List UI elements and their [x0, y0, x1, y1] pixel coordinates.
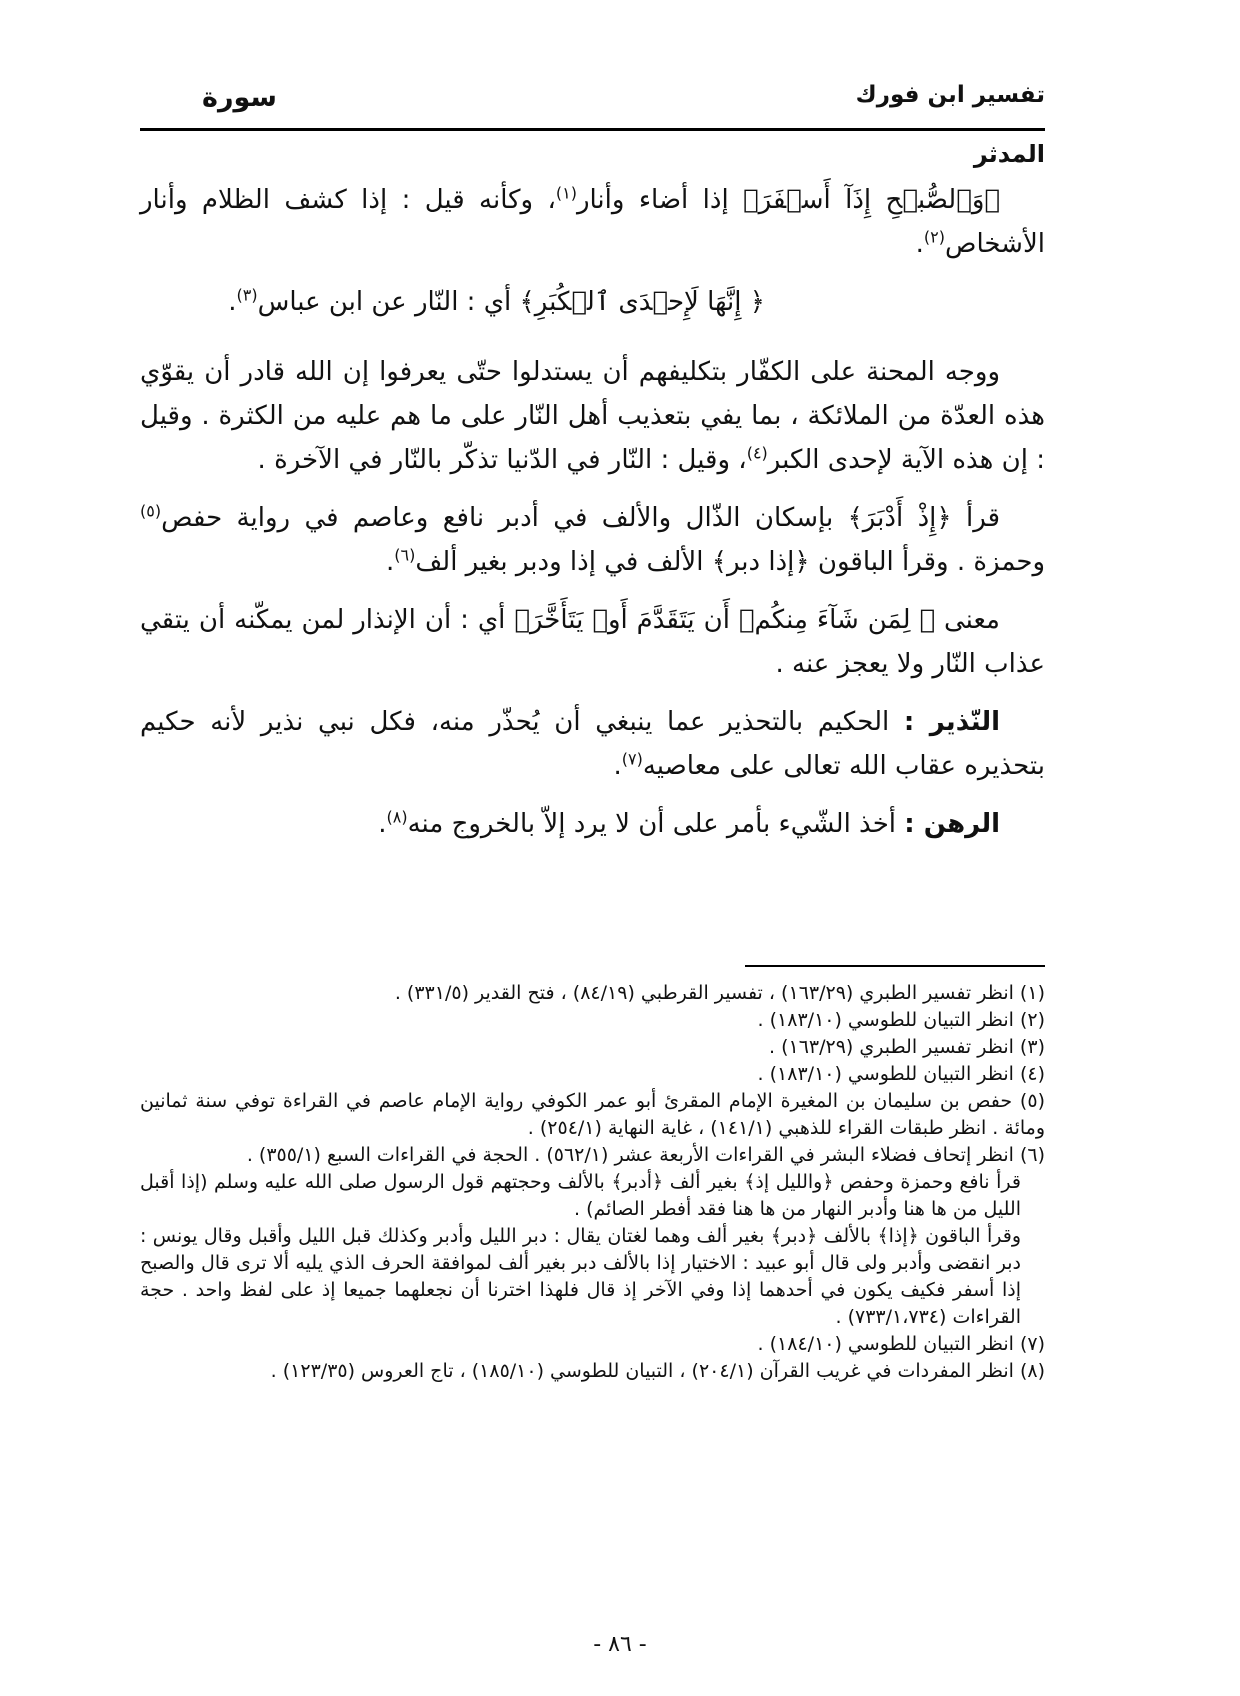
- footnote-8: (٨) انظر المفردات في غريب القرآن (٢٠٤/١) ، التبيان للطوسي (١٨٥/١٠) ، تاج العروس (١٢٣/٣٥) .: [270, 1360, 1045, 1382]
- footnote-ref: (٨): [386, 807, 408, 827]
- paragraph-text: أخذ الشّيء بأمر على أن لا يرد إلاّ بالخروج منه: [407, 809, 896, 839]
- surah-name: المدثر: [973, 140, 1045, 168]
- paragraph-text: أي : النّار عن ابن عباس: [257, 287, 512, 317]
- footnote-7: (٧) انظر التبيان للطوسي (١٨٤/١٠) .: [757, 1333, 1045, 1355]
- footnote-6: (٦) انظر إتحاف فضلاء البشر في القراءات الأربعة عشر (٥٦٢/١) . الحجة في القراءات السبع (٣٥٥/١) .: [246, 1144, 1045, 1166]
- header-rule: [140, 128, 1045, 131]
- footnote-2: (٢) انظر التبيان للطوسي (١٨٣/١٠) .: [757, 1009, 1045, 1031]
- footnote-ref: (١): [555, 183, 577, 203]
- paragraph-text: ، وكأنه قيل : إذا كشف الظلام وأنار الأشخاص: [140, 185, 1045, 259]
- paragraph-text: ووجه المحنة على الكفّار بتكليفهم أن يستدلوا حتّى يعرفوا إن الله قادر أن يقوّي هذه العدّة من الملائكة ، بما يفي بتعذيب أهل النّار على ما هم عليه من الكثرة . وقيل : إن هذه الآية لإحدى الكبر: [140, 357, 1045, 475]
- paragraph-text: وحمزة . وقرأ الباقون ﴿إذا دبر﴾ الألف في إذا ودبر بغير ألف: [415, 547, 1045, 577]
- footnote-4: (٤) انظر التبيان للطوسي (١٨٣/١٠) .: [757, 1063, 1045, 1085]
- quran-quote: ﴿ إِنَّهَا لَإِحۡدَى ٱلۡكُبَرِ﴾: [519, 287, 765, 317]
- footnote-5: (٥) حفص بن سليمان بن المغيرة الإمام المقرئ أبو عمر الكوفي رواية الإمام عاصم في القراءة توفي سنة ثمانين ومائة . انظر طبقات القراء للذهبي (١٤١/١) ، غاية النهاية (٢٥٤/١) .: [140, 1090, 1045, 1139]
- footnote-ref: (٦): [394, 545, 416, 565]
- book-title: تفسير ابن فورك: [855, 82, 1045, 108]
- paragraph-text: ، وقيل : النّار في الدّنيا تذكّر بالنّار في الآخرة .: [257, 445, 747, 475]
- footnote-ref: (٤): [746, 443, 768, 463]
- paragraph-6: النّذير : الحكيم بالتحذير عما ينبغي أن يُحذّر منه، فكل نبي نذير لأنه حكيم بتحذيره عقاب الله تعالى على معاصيه$^{(٧)}$.: [140, 707, 1045, 781]
- paragraph-2: ﴿ إِنَّهَا لَإِحۡدَى ٱلۡكُبَرِ﴾ أي : النّار عن ابن عباس$^{(٣)}$.: [228, 285, 765, 317]
- quran-quote: ﴿وَٱلصُّبۡحِ إِذَآ أَسۡفَرَ﴾: [743, 185, 1000, 215]
- footnote-ref: (٢): [923, 227, 946, 247]
- paragraph-5: [140, 598, 1045, 686]
- footnote-ref: (٥): [140, 501, 162, 521]
- page-number: - ٨٦ -: [593, 1632, 647, 1657]
- page-header: [140, 82, 1045, 122]
- footnote-ref: (٧): [621, 749, 643, 769]
- footnote-ref: (٣): [236, 285, 258, 305]
- paragraph-3: [140, 350, 1045, 482]
- defined-term: النّذير :: [903, 707, 1000, 737]
- paragraph-1: ﴿وَٱلصُّبۡحِ إِذَآ أَسۡفَرَ﴾ إذا أضاء وأنار$^{(١)}$، وكأنه قيل : إذا كشف الظلام وأنار الأشخاص$^{(٢)}$.: [140, 183, 1045, 259]
- footnote-separator: [745, 965, 1045, 967]
- footnote-6-continuation: وقرأ الباقون ﴿إذا﴾ بالألف ﴿دبر﴾ بغير ألف وهما لغتان يقال : دبر الليل وأدبر وكذلك قبل الليل وأقبل وقال يونس : دبر انقضى وأدبر ولى قال أبو عبيد : الاختيار إذا بالألف دبر بغير ألف لموافقة الحرف الذي يليه ألا ترى قال والصبح إذا أسفر فكيف يكون في أحدهما إذا وفي الآخر إذ قال فلهذا اخترنا أن نجعلهما جميعا إذ على لفظ واحد . حجة القراءات (٧٣٣/١،٧٣٤) .: [140, 1225, 1021, 1328]
- footnote-1: (١) انظر تفسير الطبري (١٦٣/٢٩) ، تفسير القرطبي (٨٤/١٩) ، فتح القدير (٣٣١/٥) .: [394, 982, 1045, 1004]
- paragraph-text: إذا أضاء وأنار: [576, 185, 729, 215]
- footnote-3: (٣) انظر تفسير الطبري (١٦٣/٢٩) .: [768, 1036, 1045, 1058]
- paragraph-text: الحكيم بالتحذير عما ينبغي أن يُحذّر منه، فكل نبي نذير لأنه حكيم بتحذيره عقاب الله تعالى على معاصيه: [140, 707, 1045, 781]
- footnote-6-continuation: قرأ نافع وحمزة وحفص ﴿والليل إذ﴾ بغير ألف ﴿أدبر﴾ بالألف وحجتهم قول الرسول صلى الله عليه وسلم (إذا أقبل الليل من ها هنا وأدبر النهار من ها هنا فقد أفطر الصائم) .: [140, 1171, 1021, 1220]
- footnotes: [140, 980, 1045, 1385]
- main-text: [140, 178, 1045, 860]
- paragraph-text: قرأ ﴿إِذْ أَدْبَرَ﴾ بإسكان الذّال والألف في أدبر نافع وعاصم في رواية حفص: [161, 503, 1000, 533]
- defined-term: الرهن :: [904, 809, 1000, 839]
- paragraph-text: معنى ﴿ لِمَن شَآءَ مِنكُمۡ أَن يَتَقَدَّمَ أَوۡ يَتَأَخَّرَ﴾ أي : أن الإنذار لمن يمكّنه أن يتقي عذاب النّار ولا يعجز عنه .: [140, 605, 1045, 679]
- surah-label: سورة: [202, 82, 277, 113]
- paragraph-4: قرأ ﴿إِذْ أَدْبَرَ﴾ بإسكان الذّال والألف في أدبر نافع وعاصم في رواية حفص$^{(٥)}$ وحمزة . وقرأ الباقون ﴿إذا دبر﴾ الألف في إذا ودبر بغير ألف$^{(٦)}$.: [140, 501, 1045, 577]
- paragraph-7: الرهن : أخذ الشّيء بأمر على أن لا يرد إلاّ بالخروج منه$^{(٨)}$.: [378, 807, 1000, 839]
